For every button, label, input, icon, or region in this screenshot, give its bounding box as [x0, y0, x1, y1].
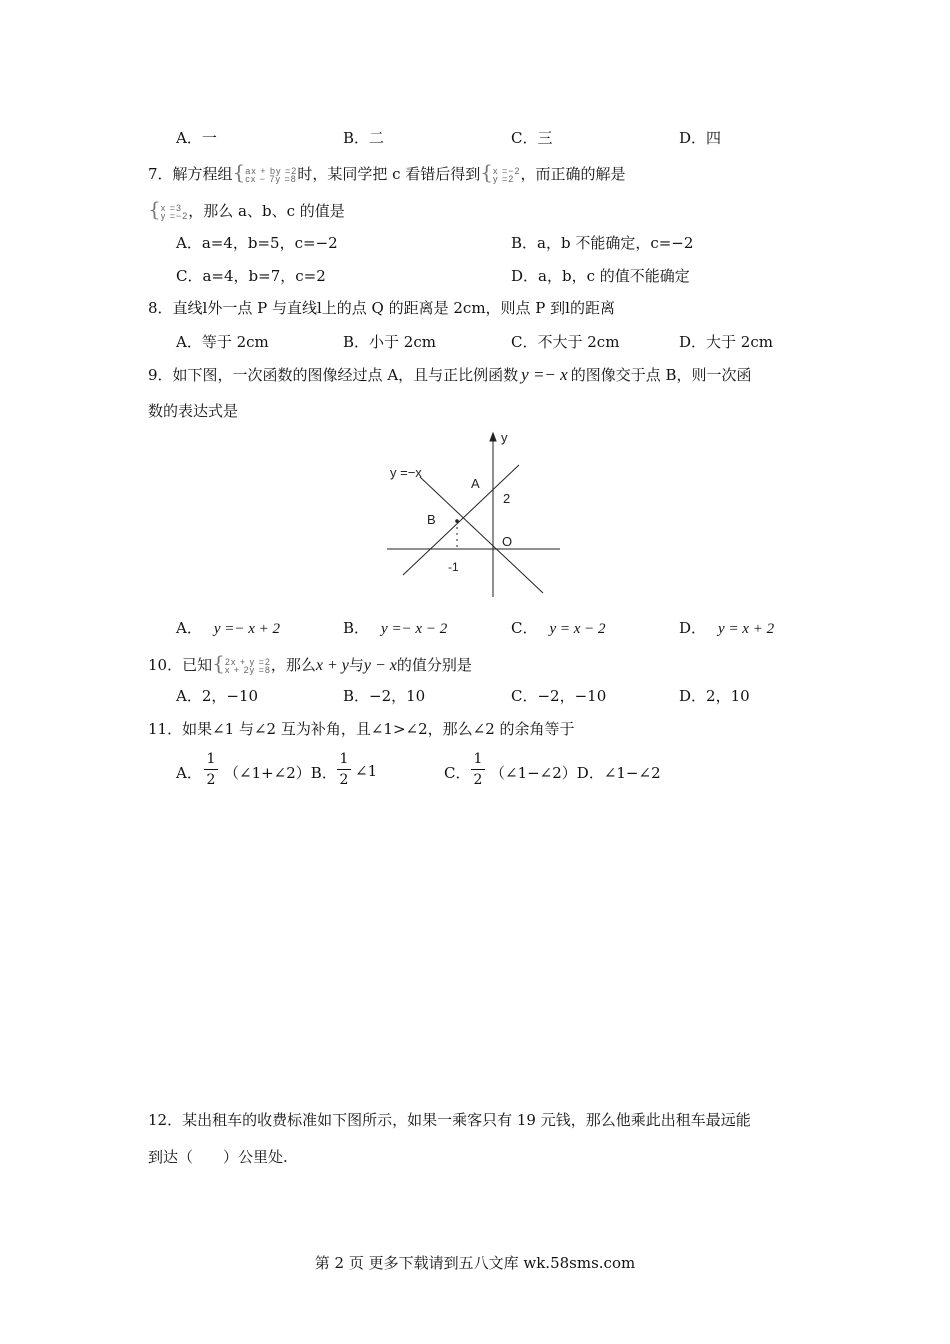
- q6-option-a: A．一: [176, 129, 217, 147]
- q9-option-a: A． y =− x + 2: [176, 619, 281, 637]
- q10-question: 10．已知{2x + y =2 x + 2y =8，那么x + y与y − x的值分别是: [148, 651, 472, 675]
- q10-option-a: A．2，−10: [176, 687, 259, 705]
- q12-line2: 到达（ ）公里处.: [148, 1148, 288, 1166]
- q12-line1: 12．某出租车的收费标准如下图所示，如果一乘客只有 19 元钱，那么他乘此出租车最远能: [148, 1111, 751, 1129]
- q11-option-c-text: （∠1−∠2）D．∠1−∠2: [490, 764, 661, 782]
- q9-option-d: D． y = x + 2: [679, 619, 775, 637]
- q7-text-a: 7．解方程组: [148, 165, 233, 183]
- q9-line2: 数的表达式是: [148, 402, 239, 420]
- q7-line1: 7．解方程组{ax + by =2 cx − 7y =8时，某同学把 c 看错后得到{x =−2 y =2 ，而正确的解是: [148, 160, 626, 184]
- q9-text-a: 9．如下图，一次函数的图像经过点 A，且与正比例函数: [148, 366, 519, 384]
- q11-question: 11．如果∠1 与∠2 互为补角，且∠1>∠2，那么∠2 的余角等于: [148, 720, 575, 738]
- q6-option-b: B．二: [343, 129, 385, 147]
- q7-option-a: A．a=4，b=5，c=−2: [176, 234, 338, 252]
- point-b: [455, 519, 459, 523]
- label-neg1: -1: [448, 560, 459, 574]
- q7-text-c: ，而正确的解是: [520, 165, 626, 183]
- q7-option-c: C．a=4，b=7，c=2: [176, 267, 326, 285]
- label-a: A: [471, 476, 480, 491]
- label-2: 2: [503, 491, 511, 506]
- q7-text-d: ，那么 a、b、c 的值是: [188, 202, 345, 220]
- q7-option-b: B．a，b 不能确定，c=−2: [511, 234, 694, 252]
- q10-option-b: B．−2，10: [343, 687, 426, 705]
- q8-option-c: C．不大于 2cm: [511, 333, 620, 351]
- q10-option-c: C．−2，−10: [511, 687, 607, 705]
- q11-option-c-label: C．: [444, 764, 471, 782]
- q8-option-b: B．小于 2cm: [343, 333, 436, 351]
- line-linear-function: [403, 465, 519, 575]
- line-label: y =−x: [390, 465, 422, 480]
- y-axis-arrow: [490, 433, 496, 441]
- q11-option-a-label: A．: [176, 764, 202, 782]
- q9-equation: y =− x: [521, 365, 568, 384]
- q11-option-b-text: ∠1: [355, 762, 378, 780]
- q9-option-b: B． y =− x − 2: [343, 619, 448, 637]
- q7-system-1: ax + by =2 cx − 7y =8: [245, 166, 298, 184]
- q10-option-d: D．2，10: [679, 687, 750, 705]
- q7-system-2: x =−2 y =2: [493, 166, 521, 184]
- q9-line1: [148, 364, 752, 385]
- q9-graph-figure: [385, 425, 565, 600]
- q6-option-c: C．三: [511, 129, 553, 147]
- q9-option-c: C． y = x − 2: [511, 619, 606, 637]
- q9-text-b: 的图像交于点 B，则一次函: [570, 366, 752, 384]
- page-footer: 第 2 页 更多下载请到五八文库 wk.58sms.com: [314, 1254, 636, 1272]
- q11-option-a-text: （∠1+∠2）B．: [224, 764, 337, 782]
- q7-option-d: D．a，b，c 的值不能确定: [511, 267, 690, 285]
- q7-line2: {x =3 y =−2，那么 a、b、c 的值是: [148, 197, 345, 221]
- q6-option-d: D．四: [679, 129, 722, 147]
- q11-fraction-b: 1 2: [337, 750, 351, 789]
- line-y-neg-x: [420, 477, 543, 593]
- q10-system: 2x + y =2 x + 2y =8: [224, 657, 271, 675]
- q8-question: 8．直线l外一点 P 与直线l上的点 Q 的距离是 2cm，则点 P 到l的距离: [148, 299, 615, 317]
- q11-fraction-c: 1 2: [471, 750, 485, 789]
- q8-option-d: D．大于 2cm: [679, 333, 773, 351]
- y-axis-label: y: [501, 430, 508, 445]
- q7-text-b: 时，某同学把 c 看错后得到: [297, 165, 481, 183]
- label-b: B: [427, 512, 436, 527]
- q7-system-3: x =3 y =−2: [160, 203, 189, 221]
- q8-option-a: A．等于 2cm: [176, 333, 269, 351]
- label-origin: O: [502, 534, 513, 549]
- q11-fraction-a: 1 2: [204, 750, 218, 789]
